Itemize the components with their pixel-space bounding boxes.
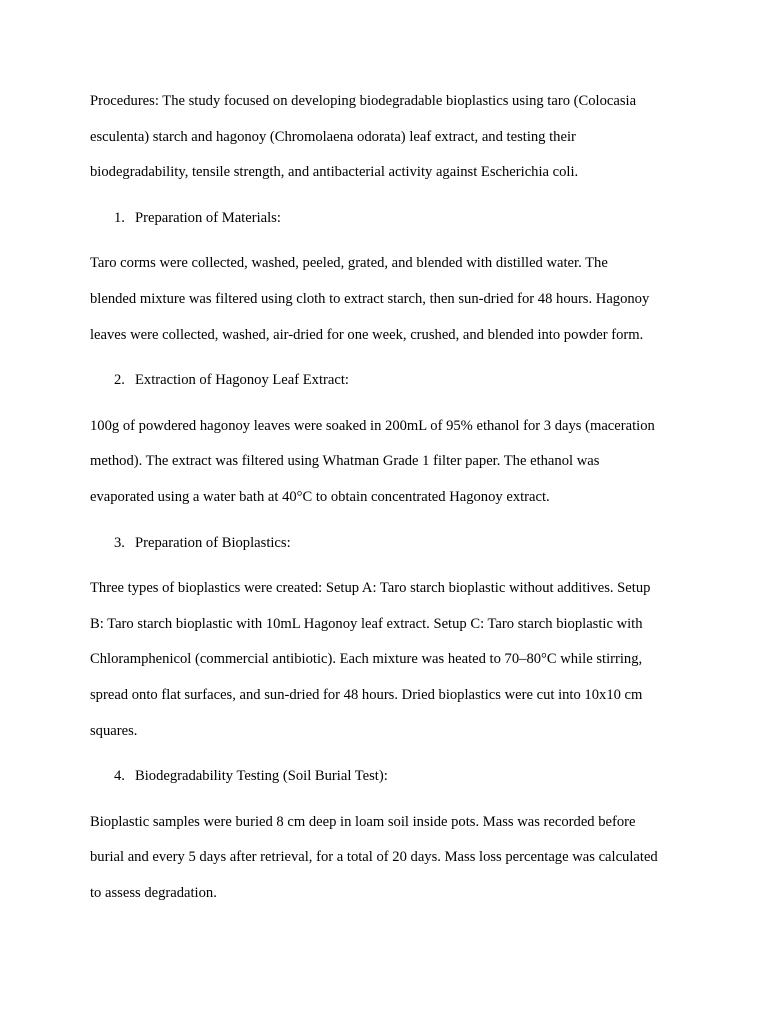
intro-paragraph — [90, 84, 682, 191]
section-heading-materials — [90, 191, 682, 247]
section-paragraph-biodegradability — [90, 805, 682, 912]
text-line: to assess degradation. — [90, 884, 217, 901]
section-title: Biodegradability Testing (Soil Burial Test): — [135, 768, 388, 785]
text-line: evaporated using a water bath at 40°C to obtain concentrated Hagonoy extract. — [90, 488, 550, 505]
text-line: Three types of bioplastics were created: Setup A: Taro starch bioplastic without additives. Setup — [90, 580, 651, 597]
text-line: blended mixture was filtered using cloth to extract starch, then sun-dried for 48 hours. Hagonoy — [90, 290, 650, 307]
text-line: 100g of powdered hagonoy leaves were soaked in 200mL of 95% ethanol for 3 days (maceration — [90, 417, 655, 434]
section-number: 3. — [114, 534, 125, 551]
section-number: 2. — [114, 372, 125, 389]
text-line: leaves were collected, washed, air-dried for one week, crushed, and blended into powder form. — [90, 326, 644, 343]
section-number: 4. — [114, 768, 125, 785]
text-line: esculenta) starch and hagonoy (Chromolaena odorata) leaf extract, and testing their — [90, 128, 576, 145]
text-line: biodegradability, tensile strength, and antibacterial activity against Escherichia coli. — [90, 164, 579, 181]
section-title: Extraction of Hagonoy Leaf Extract: — [135, 372, 349, 389]
section-paragraph-extraction — [90, 409, 682, 516]
section-paragraph-materials — [90, 246, 682, 353]
section-title: Preparation of Bioplastics: — [135, 534, 291, 551]
document-page — [90, 84, 682, 911]
text-line: Procedures: The study focused on developing biodegradable bioplastics using taro (Colocasia — [90, 93, 637, 109]
text-line: spread onto flat surfaces, and sun-dried for 48 hours. Dried bioplastics were cut into 10x10 cm — [90, 686, 643, 703]
text-line: B: Taro starch bioplastic with 10mL Hagonoy leaf extract. Setup C: Taro starch bioplastic with — [90, 615, 643, 632]
text-line: Taro corms were collected, washed, peeled, grated, and blended with distilled water. The — [90, 255, 608, 272]
section-paragraph-bioplastics — [90, 571, 682, 749]
text-line: squares. — [90, 722, 138, 739]
text-line: burial and every 5 days after retrieval, for a total of 20 days. Mass loss percentage was calculated — [90, 849, 658, 866]
text-line: method). The extract was filtered using Whatman Grade 1 filter paper. The ethanol was — [90, 453, 600, 470]
text-line: Bioplastic samples were buried 8 cm deep in loam soil inside pots. Mass was recorded before — [90, 813, 636, 830]
section-heading-biodegradability — [90, 749, 682, 805]
text-line: Chloramphenicol (commercial antibiotic). Each mixture was heated to 70–80°C while stirring, — [90, 651, 643, 668]
section-heading-extraction — [90, 353, 682, 409]
section-title: Preparation of Materials: — [135, 209, 281, 226]
section-number: 1. — [114, 209, 125, 226]
section-heading-bioplastics — [90, 516, 682, 572]
